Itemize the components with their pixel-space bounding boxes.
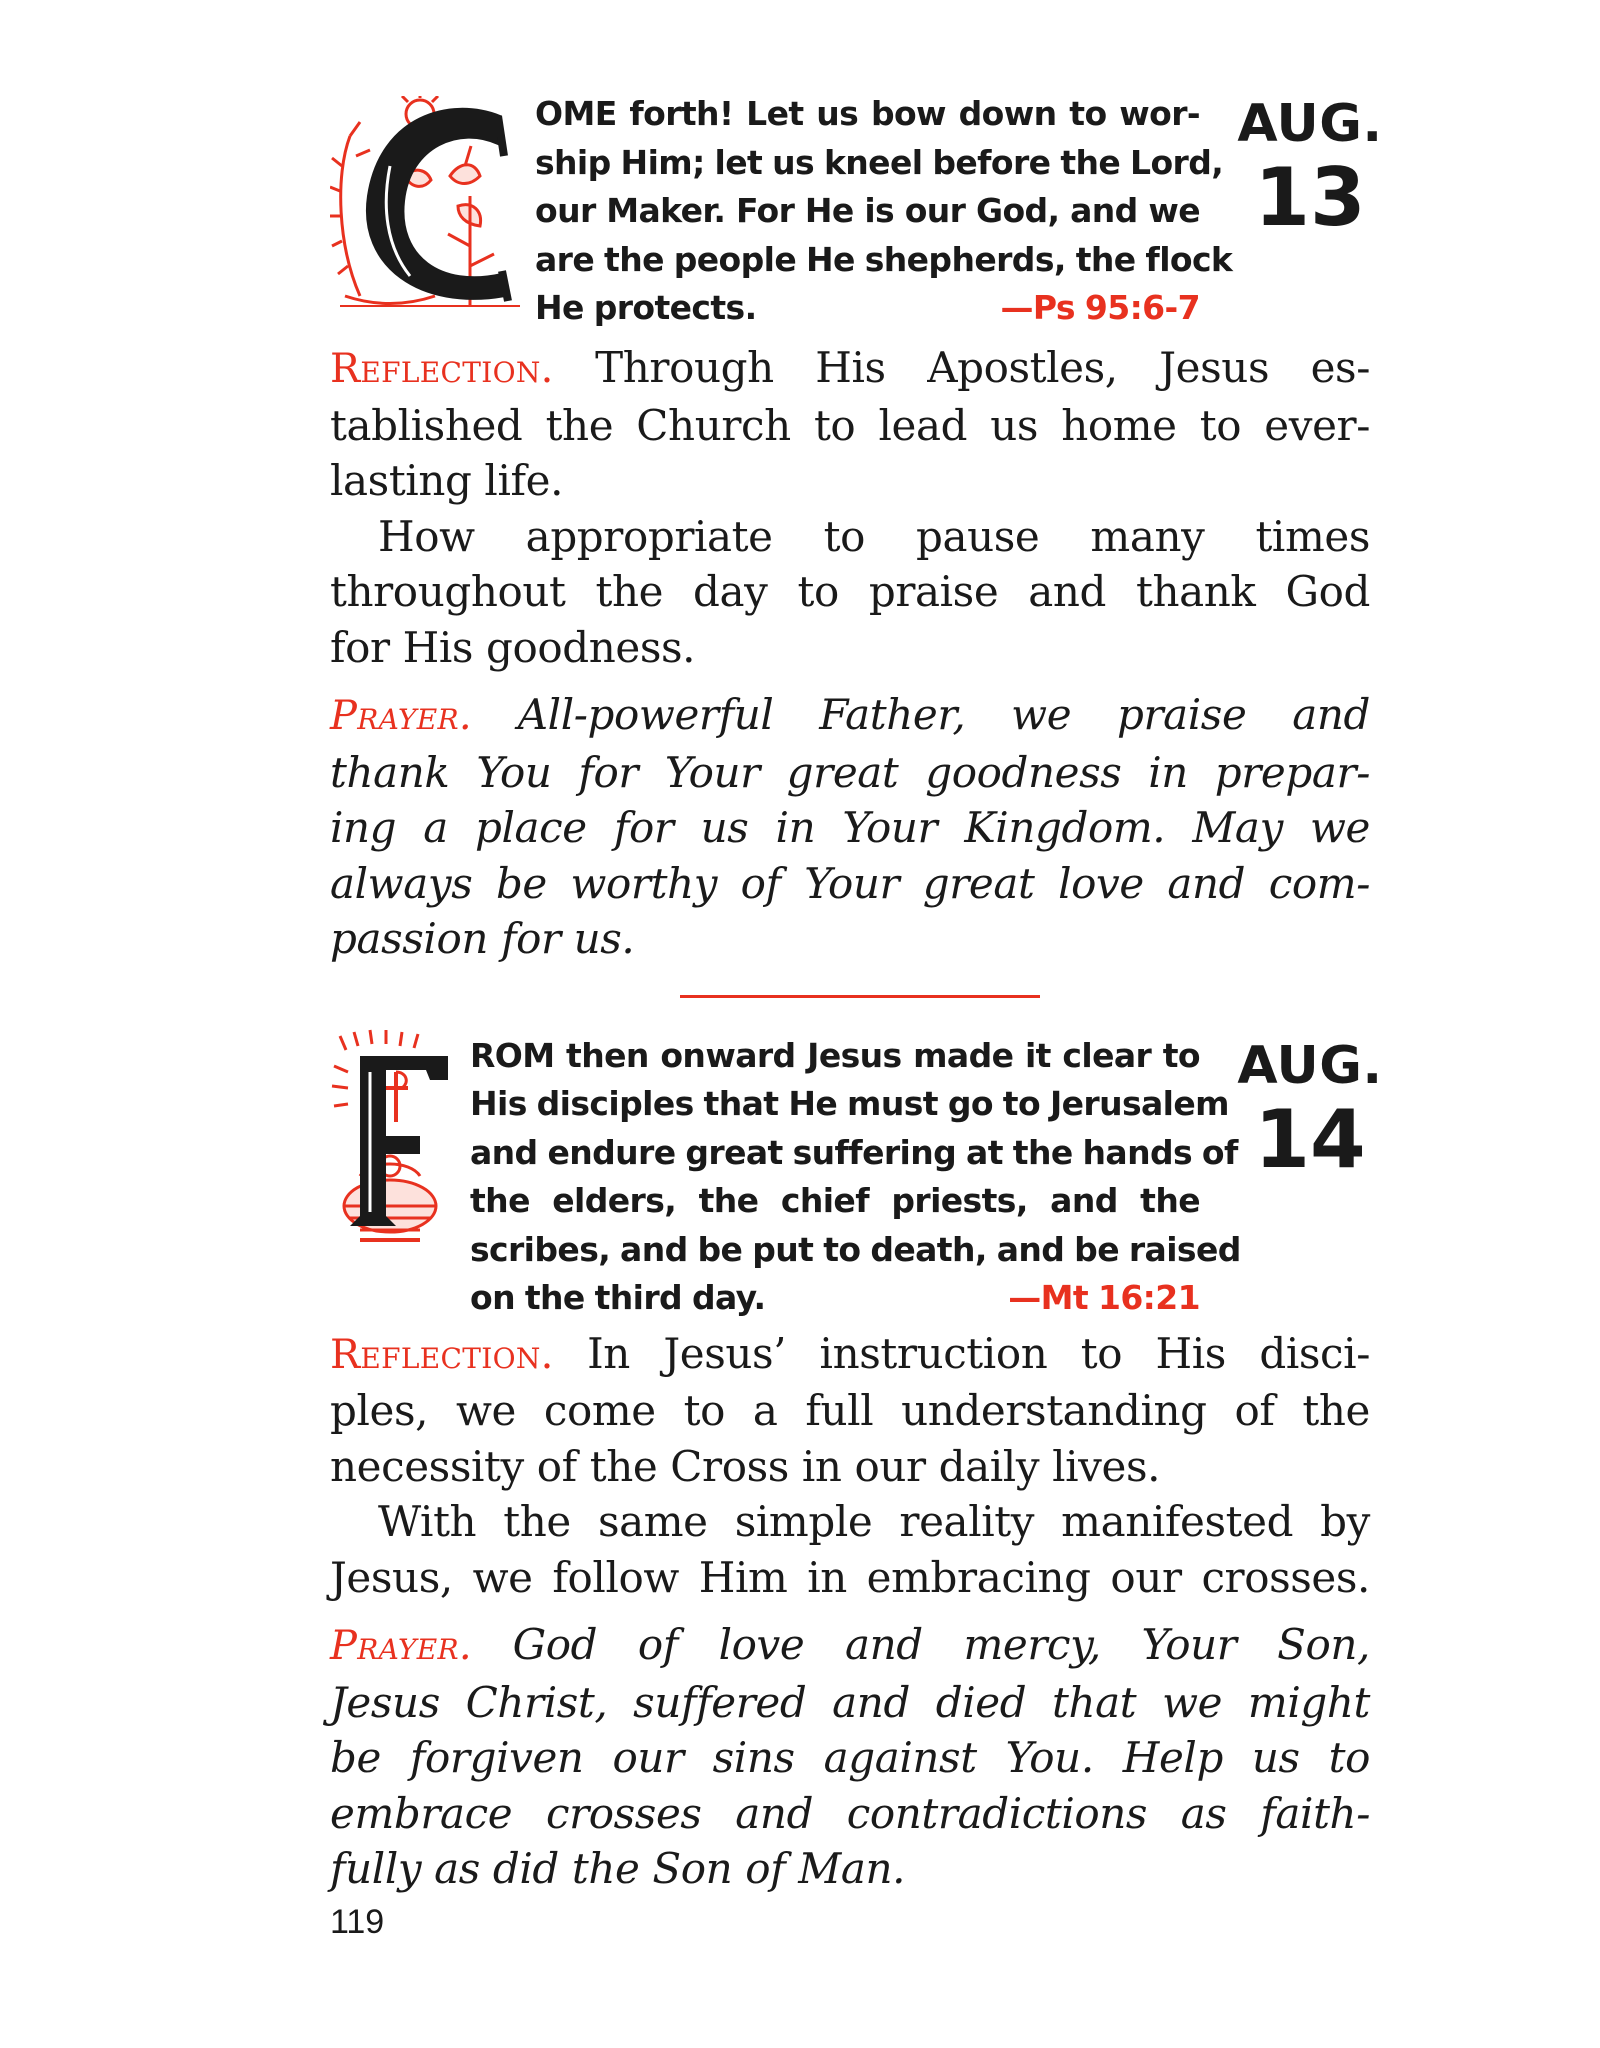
reflection-paragraph — [330, 340, 1370, 509]
reflection-text: Through His Apostles, Jesus es- — [595, 343, 1371, 392]
ornamental-letter-c-icon — [330, 96, 525, 321]
section-divider — [680, 995, 1040, 998]
prayer-text: fully as did the Son of Man. — [330, 1844, 906, 1893]
reflection-text: With the same simple reality manifested by — [378, 1497, 1370, 1546]
reflection-label: Reflection. — [330, 1331, 554, 1378]
scripture-verse — [535, 90, 1233, 333]
prayer-label: Prayer. — [330, 693, 472, 739]
reflection-paragraph-2 — [330, 1494, 1370, 1605]
prayer-text: God of love and mercy, Your Son, — [512, 1620, 1370, 1669]
prayer-text: thank You for Your great goodness in prepar- — [330, 747, 1370, 797]
prayer-text: be forgiven our sins against You. Help us to — [330, 1733, 1370, 1782]
prayer-text: embrace crosses and contradictions as faith- — [330, 1788, 1370, 1838]
reflection-text: necessity of the Cross in our daily lives. — [330, 1441, 1161, 1491]
scripture-citation: —Ps 95:6-7 — [1000, 288, 1200, 327]
verse-line: the elders, the chief priests, and the — [470, 1181, 1200, 1220]
prayer-paragraph — [330, 1617, 1370, 1897]
prayer-text: passion for us. — [330, 914, 635, 963]
verse-line: He protects. — [535, 288, 757, 327]
date-day: 13 — [1254, 151, 1366, 244]
reflection-paragraph-2 — [330, 509, 1370, 676]
verse-line: scribes, and be put to death, and be raised — [470, 1229, 1241, 1269]
reflection-text: throughout the day to praise and thank God — [330, 567, 1370, 616]
entry-aug-13 — [330, 90, 1383, 967]
reflection-text: ples, we come to a full understanding of the — [330, 1386, 1370, 1435]
devotional-page — [330, 90, 1383, 1942]
entry-heading — [330, 1032, 1383, 1320]
date-day: 14 — [1254, 1092, 1366, 1186]
entry-heading — [330, 90, 1383, 330]
entry-date — [1230, 94, 1390, 242]
ornamental-letter-f-icon — [330, 1026, 460, 1251]
verse-line: ROM then onward Jesus made it clear to — [470, 1035, 1200, 1075]
date-month: AUG. — [1237, 94, 1383, 154]
entry-body — [330, 1326, 1370, 1897]
verse-line: and endure great suffering at the hands of — [470, 1132, 1238, 1172]
prayer-text: ing a place for us in Your Kingdom. May we — [330, 803, 1370, 852]
entry-aug-14 — [330, 1032, 1383, 1897]
reflection-text: In Jesus’ instruction to His disci- — [587, 1328, 1370, 1378]
scripture-citation: —Mt 16:21 — [1008, 1278, 1200, 1317]
prayer-text: Jesus Christ, suffered and died that we might — [330, 1677, 1370, 1727]
verse-line: our Maker. For He is our God, and we — [535, 191, 1200, 230]
verse-line: OME forth! Let us bow down to wor- — [535, 94, 1200, 133]
reflection-text: tablished the Church to lead us home to ever- — [330, 400, 1370, 450]
date-month: AUG. — [1237, 1035, 1383, 1096]
verse-line: on the third day. — [470, 1278, 766, 1317]
reflection-text: How appropriate to pause many times — [378, 511, 1370, 561]
reflection-text: lasting life. — [330, 456, 564, 505]
reflection-text: Jesus, we follow Him in embracing our crosses. — [330, 1552, 1370, 1602]
reflection-paragraph — [330, 1326, 1370, 1495]
scripture-verse — [470, 1032, 1241, 1323]
page-number: 119 — [330, 1902, 385, 1941]
entry-body — [330, 340, 1370, 967]
prayer-text: always be worthy of Your great love and com- — [330, 858, 1370, 908]
verse-line: ship Him; let us kneel before the Lord, — [535, 142, 1224, 182]
reflection-text: for His goodness. — [330, 622, 696, 672]
entry-date — [1230, 1036, 1390, 1184]
verse-line: His disciples that He must go to Jerusalem — [470, 1084, 1229, 1123]
prayer-paragraph — [330, 687, 1370, 967]
prayer-label: Prayer. — [330, 1623, 472, 1669]
prayer-text: All-powerful Father, we praise and — [517, 690, 1371, 739]
verse-line: are the people He shepherds, the flock — [535, 239, 1233, 279]
reflection-label: Reflection. — [330, 346, 554, 392]
